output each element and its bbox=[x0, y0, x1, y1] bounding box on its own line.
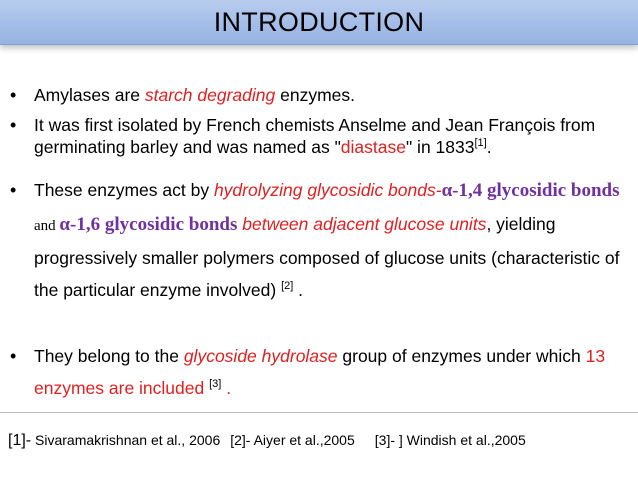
citation-superscript: [1] bbox=[474, 137, 487, 150]
highlight-text: 13 enzymes are included bbox=[34, 346, 606, 398]
highlight-text: diastase bbox=[340, 137, 406, 157]
bullet-classification bbox=[8, 340, 628, 404]
reference-1: Sivaramakrishnan et al., 2006 bbox=[31, 432, 221, 448]
references bbox=[8, 432, 526, 450]
reference-3: [3]- ] Windish et al.,2005 bbox=[374, 432, 526, 448]
highlight-text: hydrolyzing glycosidic bonds- bbox=[213, 180, 442, 200]
bullet-text: group of enzymes under which bbox=[337, 346, 586, 366]
bullet-amylases bbox=[8, 84, 355, 106]
bond-term: α-1,4 glycosidic bonds bbox=[441, 180, 620, 201]
bullet-text: enzymes. bbox=[275, 85, 355, 105]
citation-superscript: [2] bbox=[281, 280, 294, 293]
bullet-text: Amylases are bbox=[34, 85, 145, 105]
slide-title: INTRODUCTION bbox=[213, 6, 425, 37]
bond-term: α-1,6 glycosidic bonds bbox=[59, 214, 238, 235]
highlight-text: starch degrading bbox=[144, 85, 276, 105]
bullet-text: It was first isolated by French chemists Anselme and Jean François from germinating barley and was named as " bbox=[34, 115, 596, 157]
reference-number: [1]- bbox=[8, 432, 32, 449]
bullet-text: " in 1833 bbox=[405, 137, 475, 157]
bullet-text: . bbox=[221, 378, 232, 398]
bullet-mechanism bbox=[8, 174, 628, 306]
bullet-text: . bbox=[293, 280, 304, 300]
bullet-isolation bbox=[8, 114, 628, 158]
slide-title-bar bbox=[0, 0, 638, 45]
highlight-text: between adjacent glucose units bbox=[237, 214, 487, 234]
bullet-text: , yielding progressively smaller polymers composed of glucose units (characteristic of the particular enzyme involved) bbox=[34, 214, 620, 300]
reference-2: [2]- Aiyer et al.,2005 bbox=[230, 432, 355, 448]
divider bbox=[0, 412, 638, 413]
bullet-text: They belong to the bbox=[34, 346, 184, 366]
highlight-text: glycoside hydrolase bbox=[183, 346, 338, 366]
bullet-text: These enzymes act by bbox=[34, 180, 214, 200]
citation-superscript: [3] bbox=[209, 378, 222, 391]
bullet-text: and bbox=[34, 218, 60, 234]
bullet-text: . bbox=[486, 137, 492, 157]
